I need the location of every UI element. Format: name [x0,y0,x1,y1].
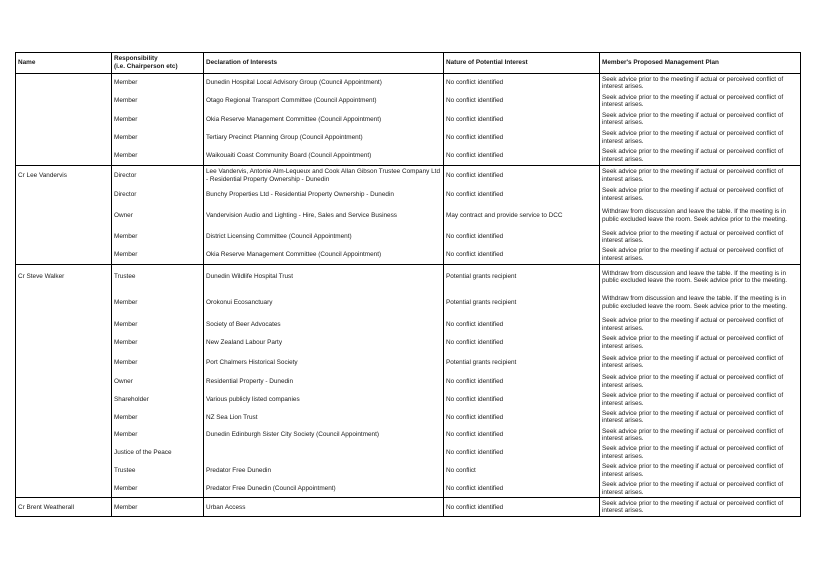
table-row [16,185,801,203]
cell-declaration: Orokonui Ecosanctuary [204,290,444,316]
cell-declaration: Dunedin Edinburgh Sister City Society (Council Appointment) [204,426,444,444]
cell-declaration: Tertiary Precinct Planning Group (Council Appointment) [204,129,444,147]
cell-name [16,316,112,334]
cell-plan: Seek advice prior to the meeting if actual or perceived conflict of interest arises. [600,408,801,426]
cell-name [16,334,112,352]
cell-declaration: NZ Sea Lion Trust [204,408,444,426]
cell-responsibility: Member [112,426,204,444]
table-row [16,391,801,409]
cell-declaration: Dunedin Wildlife Hospital Trust [204,264,444,290]
table-row [16,74,801,93]
cell-name [16,290,112,316]
cell-declaration: Waikouaiti Coast Community Board (Council Appointment) [204,147,444,166]
cell-declaration: Predator Free Dunedin (Council Appointment) [204,480,444,498]
header-row [16,53,801,74]
cell-nature: No conflict identified [444,444,600,462]
cell-nature: No conflict [444,462,600,480]
table-row [16,373,801,391]
cell-name [16,408,112,426]
cell-nature: No conflict identified [444,373,600,391]
table-row [16,92,801,110]
cell-name [16,246,112,264]
column-header-plan: Member's Proposed Management Plan [600,53,801,74]
cell-plan: Seek advice prior to the meeting if actual or perceived conflict of interest arises. [600,92,801,110]
cell-plan: Seek advice prior to the meeting if actual or perceived conflict of interest arises. [600,444,801,462]
cell-responsibility: Member [112,110,204,128]
cell-plan: Seek advice prior to the meeting if actual or perceived conflict of interest arises. [600,498,801,517]
cell-plan: Seek advice prior to the meeting if actual or perceived conflict of interest arises. [600,110,801,128]
cell-responsibility: Member [112,408,204,426]
cell-plan: Seek advice prior to the meeting if actual or perceived conflict of interest arises. [600,316,801,334]
table-row [16,498,801,517]
cell-nature: No conflict identified [444,228,600,246]
cell-responsibility: Member [112,498,204,517]
cell-nature: No conflict identified [444,129,600,147]
cell-nature: No conflict identified [444,165,600,185]
table-row [16,462,801,480]
cell-declaration: Residential Property - Dunedin [204,373,444,391]
cell-plan: Seek advice prior to the meeting if actual or perceived conflict of interest arises. [600,480,801,498]
cell-nature: May contract and provide service to DCC [444,204,600,229]
cell-plan: Seek advice prior to the meeting if actual or perceived conflict of interest arises. [600,426,801,444]
cell-nature: No conflict identified [444,147,600,166]
cell-declaration: New Zealand Labour Party [204,334,444,352]
cell-responsibility: Director [112,165,204,185]
cell-name [16,426,112,444]
cell-name [16,373,112,391]
cell-plan: Withdraw from discussion and leave the table. If the meeting is in public excluded leave the room. Seek advice prior to the meeting. [600,290,801,316]
cell-responsibility: Owner [112,204,204,229]
cell-nature: No conflict identified [444,391,600,409]
cell-declaration: District Licensing Committee (Council Appointment) [204,228,444,246]
column-header-name: Name [16,53,112,74]
cell-responsibility: Member [112,129,204,147]
interests-register-table [15,52,801,517]
cell-responsibility: Member [112,480,204,498]
responsibility-header-line1: Responsibility [114,55,158,63]
cell-responsibility: Director [112,185,204,203]
table-row [16,316,801,334]
cell-declaration: Bunchy Properties Ltd - Residential Property Ownership - Dunedin [204,185,444,203]
cell-nature: No conflict identified [444,426,600,444]
table-row [16,110,801,128]
cell-nature: Potential grants recipient [444,264,600,290]
column-header-responsibility [112,53,204,74]
cell-responsibility: Owner [112,373,204,391]
cell-plan: Seek advice prior to the meeting if actual or perceived conflict of interest arises. [600,352,801,373]
table-row [16,480,801,498]
cell-plan: Seek advice prior to the meeting if actual or perceived conflict of interest arises. [600,228,801,246]
table-row [16,129,801,147]
table-row [16,246,801,264]
cell-responsibility: Member [112,352,204,373]
table-row [16,290,801,316]
cell-responsibility: Justice of the Peace [112,444,204,462]
cell-name [16,185,112,203]
cell-declaration: Okia Reserve Management Committee (Council Appointment) [204,110,444,128]
cell-declaration: Urban Access [204,498,444,517]
cell-responsibility: Member [112,147,204,166]
cell-responsibility: Member [112,246,204,264]
cell-name [16,352,112,373]
cell-name [16,204,112,229]
cell-nature: No conflict identified [444,246,600,264]
cell-plan: Withdraw from discussion and leave the table. If the meeting is in public excluded leave the room. Seek advice prior to the meeting. [600,264,801,290]
cell-name [16,480,112,498]
table-row [16,228,801,246]
cell-name: Cr Lee Vandervis [16,165,112,185]
cell-plan: Seek advice prior to the meeting if actual or perceived conflict of interest arises. [600,165,801,185]
column-header-nature: Nature of Potential Interest [444,53,600,74]
cell-plan: Seek advice prior to the meeting if actual or perceived conflict of interest arises. [600,462,801,480]
cell-responsibility: Trustee [112,264,204,290]
table-row [16,352,801,373]
cell-nature: No conflict identified [444,316,600,334]
cell-nature: Potential grants recipient [444,290,600,316]
cell-name [16,74,112,93]
cell-nature: Potential grants recipient [444,352,600,373]
table-row [16,264,801,290]
cell-name [16,391,112,409]
cell-name [16,129,112,147]
cell-name [16,462,112,480]
cell-nature: No conflict identified [444,185,600,203]
cell-nature: No conflict identified [444,92,600,110]
table-row [16,334,801,352]
cell-name [16,444,112,462]
table-row [16,147,801,166]
responsibility-header-line2: (i.e. Chairperson etc) [114,63,178,70]
column-header-declaration: Declaration of Interests [204,53,444,74]
cell-declaration: Various publicly listed companies [204,391,444,409]
cell-plan: Seek advice prior to the meeting if actual or perceived conflict of interest arises. [600,147,801,166]
cell-name: Cr Brent Weatherall [16,498,112,517]
table-row [16,426,801,444]
cell-declaration [204,444,444,462]
cell-plan: Seek advice prior to the meeting if actual or perceived conflict of interest arises. [600,129,801,147]
cell-name [16,147,112,166]
cell-plan: Seek advice prior to the meeting if actual or perceived conflict of interest arises. [600,74,801,93]
cell-responsibility: Member [112,316,204,334]
cell-declaration: Dunedin Hospital Local Advisory Group (Council Appointment) [204,74,444,93]
cell-name [16,92,112,110]
table-row [16,204,801,229]
cell-responsibility: Trustee [112,462,204,480]
cell-declaration: Lee Vandervis, Antonie Alm-Lequeux and Cook Allan Gibson Trustee Company Ltd - Residential Property Ownership - Dunedin [204,165,444,185]
cell-declaration: Predator Free Dunedin [204,462,444,480]
cell-responsibility: Member [112,92,204,110]
cell-declaration: Port Chalmers Historical Society [204,352,444,373]
cell-declaration: Vandervision Audio and Lighting - Hire, Sales and Service Business [204,204,444,229]
cell-plan: Seek advice prior to the meeting if actual or perceived conflict of interest arises. [600,334,801,352]
cell-nature: No conflict identified [444,110,600,128]
cell-responsibility: Member [112,290,204,316]
cell-plan: Seek advice prior to the meeting if actual or perceived conflict of interest arises. [600,373,801,391]
cell-responsibility: Shareholder [112,391,204,409]
cell-plan: Seek advice prior to the meeting if actual or perceived conflict of interest arises. [600,391,801,409]
cell-name [16,110,112,128]
cell-name [16,228,112,246]
cell-nature: No conflict identified [444,334,600,352]
cell-nature: No conflict identified [444,480,600,498]
cell-name: Cr Steve Walker [16,264,112,290]
cell-responsibility: Member [112,228,204,246]
cell-plan: Seek advice prior to the meeting if actual or perceived conflict of interest arises. [600,246,801,264]
cell-responsibility: Member [112,74,204,93]
cell-plan: Withdraw from discussion and leave the table. If the meeting is in public excluded leave the room. Seek advice prior to the meeting. [600,204,801,229]
table-row [16,165,801,185]
cell-declaration: Society of Beer Advocates [204,316,444,334]
cell-plan: Seek advice prior to the meeting if actual or perceived conflict of interest arises. [600,185,801,203]
table-row [16,408,801,426]
table-body [16,74,801,517]
table-row [16,444,801,462]
cell-nature: No conflict identified [444,408,600,426]
cell-nature: No conflict identified [444,74,600,93]
cell-responsibility: Member [112,334,204,352]
cell-nature: No conflict identified [444,498,600,517]
cell-declaration: Okia Reserve Management Committee (Council Appointment) [204,246,444,264]
cell-declaration: Otago Regional Transport Committee (Council Appointment) [204,92,444,110]
